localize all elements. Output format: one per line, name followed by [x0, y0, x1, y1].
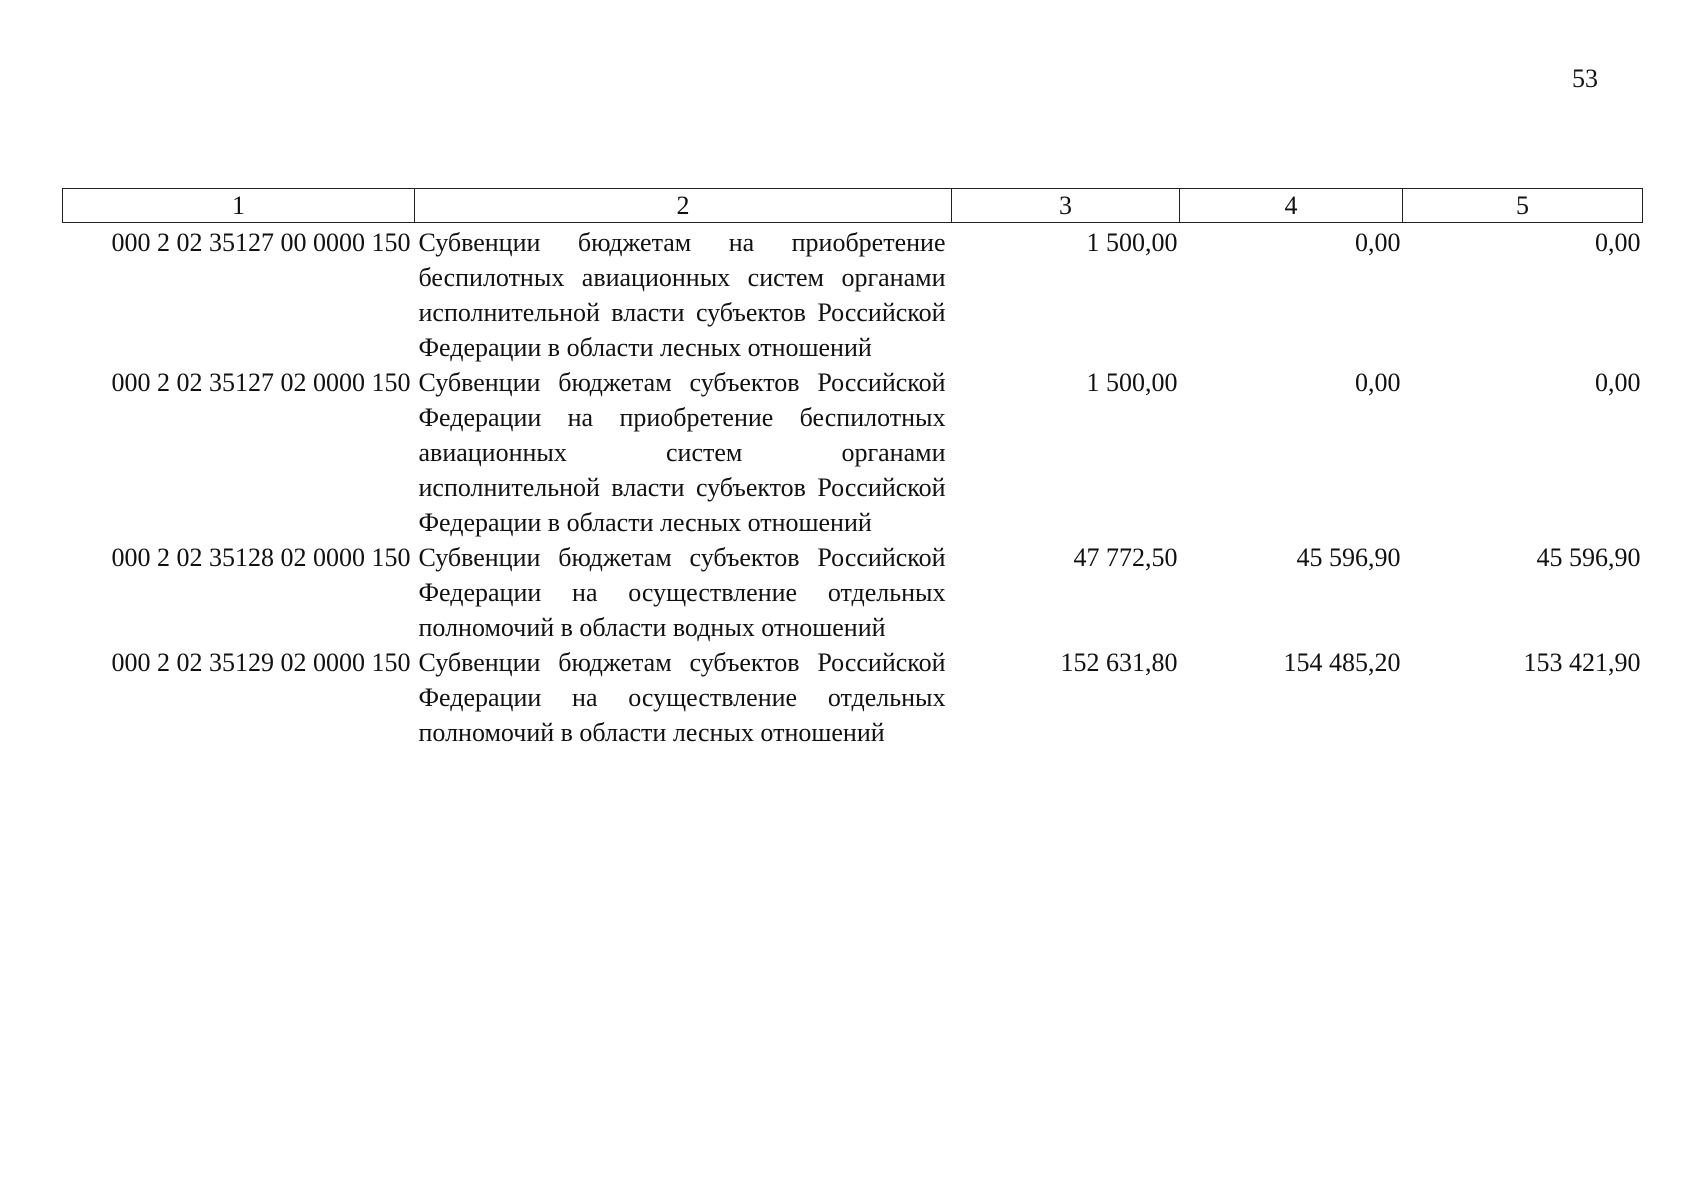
- amount-col-3-cell: 1 500,00: [1086, 228, 1178, 257]
- table-body: [63, 223, 1643, 751]
- amount-col-4-cell: 0,00: [1355, 228, 1401, 257]
- page-number: 53: [1572, 64, 1598, 93]
- table-row: [63, 223, 1643, 366]
- amount-col-4-cell: 45 596,90: [1296, 543, 1401, 572]
- budget-table-container: [62, 188, 1642, 750]
- table-row: [63, 645, 1643, 750]
- amount-col-4-cell: 154 485,20: [1283, 648, 1401, 677]
- amount-col-3-cell: 47 772,50: [1073, 543, 1178, 572]
- amount-col-5-cell: 45 596,90: [1536, 543, 1641, 572]
- amount-col-3-cell: 152 631,80: [1060, 648, 1178, 677]
- description-cell: Субвенции бюджетам субъектов Российской Федерации на осуществление отдельных полномочий в области водных отношений: [418, 543, 946, 642]
- budget-code-cell: 000 2 02 35129 02 0000 150: [111, 648, 411, 677]
- budget-code-cell: 000 2 02 35127 02 0000 150: [111, 368, 411, 397]
- header-col-4: 4: [1180, 189, 1403, 223]
- amount-col-4-cell: 0,00: [1355, 368, 1401, 397]
- header-col-1: 1: [63, 189, 415, 223]
- table-header: [63, 189, 1643, 223]
- table-row: [63, 540, 1643, 645]
- budget-table: [62, 188, 1643, 750]
- amount-col-3-cell: 1 500,00: [1086, 368, 1178, 397]
- header-col-3: 3: [952, 189, 1180, 223]
- table-row: [63, 365, 1643, 540]
- amount-col-5-cell: 153 421,90: [1523, 648, 1641, 677]
- budget-code-cell: 000 2 02 35127 00 0000 150: [111, 228, 411, 257]
- table-header-row: [63, 189, 1643, 223]
- header-col-2: 2: [415, 189, 952, 223]
- description-cell: Субвенции бюджетам субъектов Российской Федерации на осуществление отдельных полномочий в области лесных отношений: [418, 648, 946, 747]
- amount-col-5-cell: 0,00: [1595, 368, 1641, 397]
- description-cell: Субвенции бюджетам субъектов Российской Федерации на приобретение беспилотных авиационных систем органами исполнительной власти субъектов Российской Федерации в области лесных отношений: [418, 368, 946, 537]
- amount-col-5-cell: 0,00: [1595, 228, 1641, 257]
- description-cell: Субвенции бюджетам на приобретение беспилотных авиационных систем органами исполнительной власти субъектов Российской Федерации в области лесных отношений: [418, 228, 946, 362]
- header-col-5: 5: [1403, 189, 1643, 223]
- budget-code-cell: 000 2 02 35128 02 0000 150: [111, 543, 411, 572]
